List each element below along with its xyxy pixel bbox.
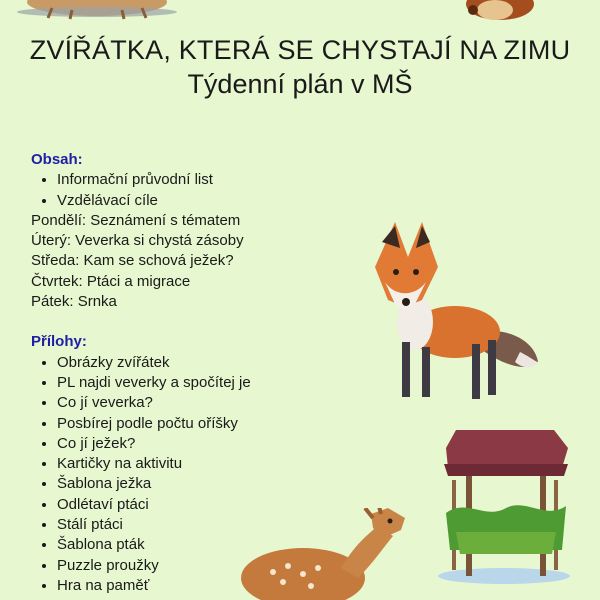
hedgehog-illustration [12,0,182,20]
contents-bullets [31,170,331,211]
list-item: • Co jí veverka? [57,393,331,413]
list-item: • Posbírej podle počtu oříšky [57,414,331,434]
list-item: • Stálí ptáci [57,515,331,535]
day-monday: Pondělí: Seznámení s tématem [31,211,241,229]
deer-illustration [233,508,413,600]
list-item: • Puzzle proužky [57,556,331,576]
day-wednesday: Středa: Kam se schová ježek? [31,252,234,270]
day-thursday: Čtvrtek: Ptáci a migrace [31,272,191,290]
contents-heading: Obsah: [31,151,83,168]
list-item: • Co jí ježek? [57,434,331,454]
feeder-illustration [436,428,576,586]
list-item: • Šablona ježka [57,474,331,494]
day-friday: Pátek: Srnka [31,293,117,311]
list-item: • Šablona pták [57,535,331,555]
list-item: • Vzdělávací cíle [57,191,331,211]
list-item: • Hra na paměť [57,576,331,596]
attachments-heading: Přílohy: [31,333,87,351]
page-subtitle: Týdenní plán v MŠ [187,69,413,99]
list-item: • PL najdi veverky a spočítej je [57,373,331,393]
page-title: ZVÍŘÁTKA, KTERÁ SE CHYSTAJÍ NA ZIMU [29,35,571,65]
fox-illustration [360,212,550,412]
list-item: • Odlétaví ptáci [57,495,331,515]
list-item: • Kartičky na aktivitu [57,454,331,474]
day-tuesday: Úterý: Veverka si chystá zásoby [31,232,244,250]
list-item: • Obrázky zvířátek [57,353,331,373]
squirrel-illustration [455,0,555,26]
list-item: • Informační průvodní list [57,170,331,190]
